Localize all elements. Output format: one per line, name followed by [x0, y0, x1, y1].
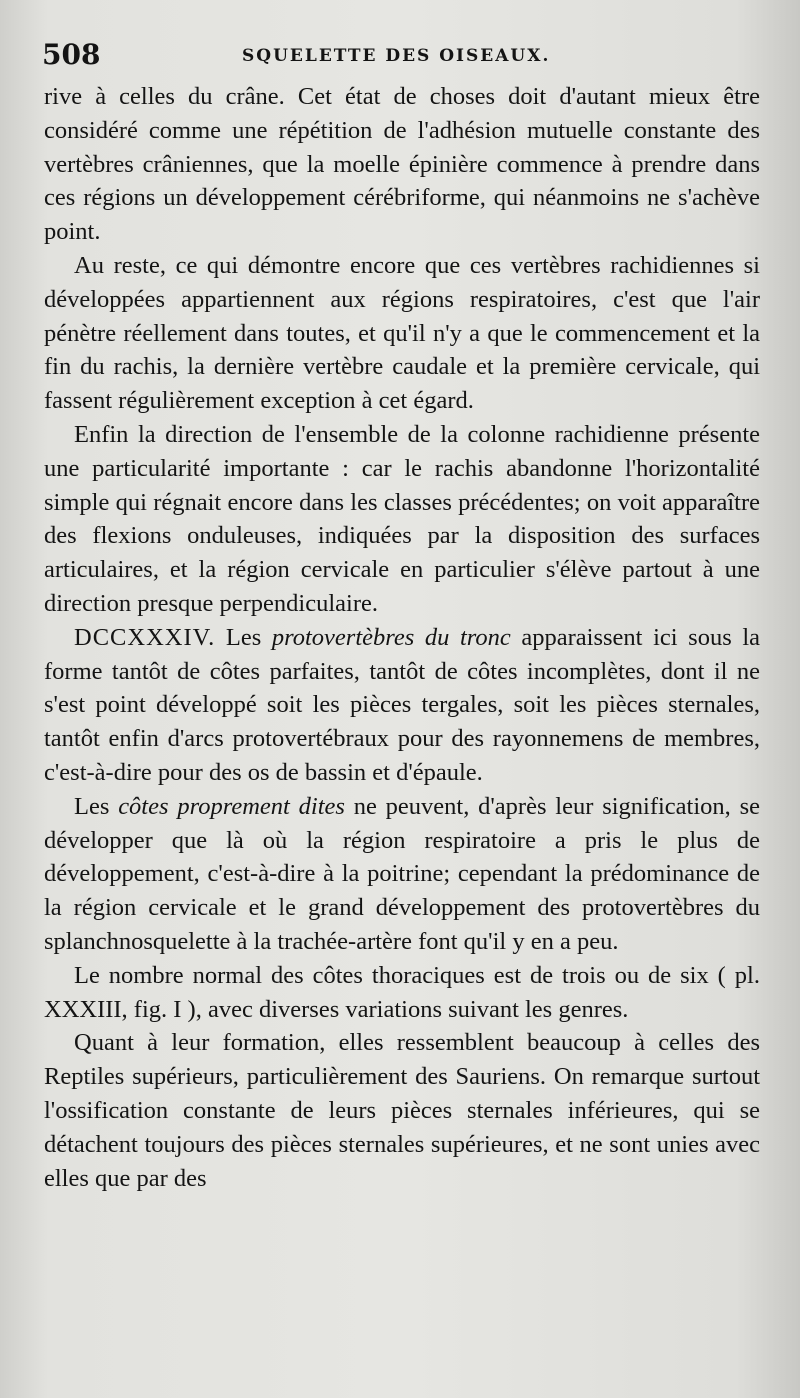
paragraph-4: [44, 621, 760, 790]
paragraph-5-rest: ne peuvent, d'après leur signification, se développer que là où la région respiratoire a pris le plus de développement, c'est-à-dire à la poitrine; cependant la prédominance de la région cervicale et le grand développement des protovertèbres du splanchnosquelette à la trachée-artère font qu'il y en a peu.: [44, 792, 761, 955]
paragraph-4-emphasis: protovertèbres du tronc: [271, 623, 511, 651]
paragraph-5-lead: Les: [74, 792, 119, 820]
paragraph-4-rest: apparaissent ici sous la forme tantôt de côtes parfaites, tantôt de côtes incomplètes, dont il ne s'est point développé soit les pièces tergales, soit les pièces sternales, tantôt enfin d'arcs protovertébraux pour des rayonnemens de membres, c'est-à-dire pour des os de bassin et d'épaule.: [44, 623, 761, 786]
paragraph-1: rive à celles du crâne. Cet état de choses doit d'autant mieux être considéré comme une répétition de l'adhésion mutuelle constante des vertèbres crâniennes, que la moelle épinière commence à prendre dans ces régions un développement cérébriforme, qui néanmoins ne s'achève point.: [44, 83, 760, 246]
paragraph-5: [44, 790, 760, 959]
paragraph-5-emphasis: côtes proprement dites: [118, 792, 345, 820]
page-number: 508: [42, 38, 101, 71]
body-text: [44, 80, 760, 1195]
paragraph-3: Enfin la direction de l'ensemble de la colonne rachidienne présente une particularité importante : car le rachis abandonne l'horizontalité simple qui régnait encore dans les classes précédentes; on voit apparaître des flexions onduleuses, indiquées par la disposition des surfaces articulaires, et la région cervicale en particulier s'élève partout à une direction presque perpendiculaire.: [44, 420, 760, 617]
running-title: SQUELETTE DES OISEAUX.: [242, 46, 551, 66]
paragraph-2: Au reste, ce qui démontre encore que ces vertèbres rachidiennes si développées appartiennent aux régions respiratoires, c'est que l'air pénètre réellement dans toutes, et qu'il n'y a que le commencement et la fin du rachis, la dernière vertèbre caudale et la première cervicale, qui fassent régulièrement exception à cet égard.: [44, 251, 760, 415]
paragraph-7: Quant à leur formation, elles ressemblent beaucoup à celles des Reptiles supérieurs, particulièrement des Sauriens. On remarque surtout l'ossification constante de leurs pièces sternales inférieures, qui se détachent toujours des pièces sternales supérieures, et ne sont unies avec elles que par des: [44, 1029, 760, 1192]
page-header: [42, 38, 762, 78]
section-number: DCCXXXIV.: [74, 623, 216, 651]
paragraph-4-lead: Les: [215, 623, 272, 651]
paragraph-6: Le nombre normal des côtes thoraciques est de trois ou de six ( pl. XXXIII, fig. I ), avec diverses variations suivant les genres.: [44, 961, 760, 1023]
